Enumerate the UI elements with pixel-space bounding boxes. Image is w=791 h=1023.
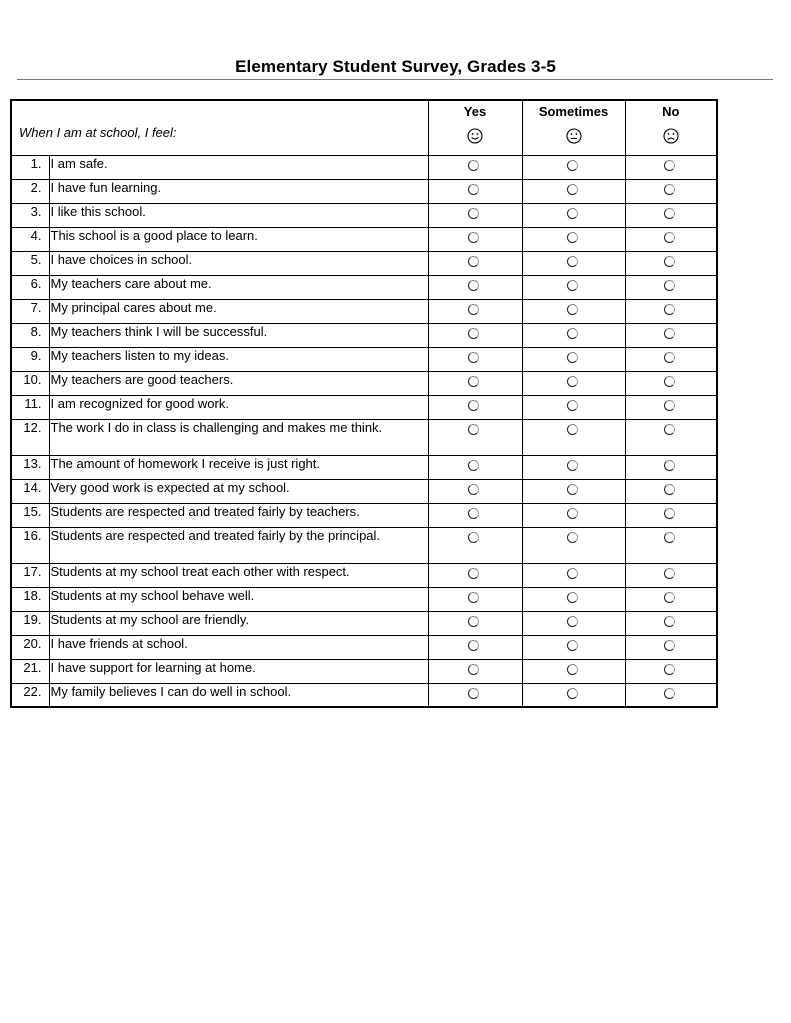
question-number: 16. [11, 527, 49, 563]
question-number: 6. [11, 275, 49, 299]
radio-sometimes[interactable] [567, 592, 578, 603]
question-text: Students are respected and treated fairly by the principal. [49, 527, 428, 563]
answer-cell-no [625, 659, 717, 683]
question-text: I like this school. [49, 203, 428, 227]
question-text: My teachers listen to my ideas. [49, 347, 428, 371]
radio-yes[interactable] [468, 280, 479, 291]
column-label: Sometimes [538, 104, 609, 119]
answer-cell-sometimes [522, 155, 625, 179]
question-row [11, 155, 717, 179]
question-text: Students at my school treat each other with respect. [49, 563, 428, 587]
radio-no[interactable] [664, 208, 675, 219]
radio-no[interactable] [664, 232, 675, 243]
question-text: I have fun learning. [49, 179, 428, 203]
answer-cell-yes [428, 479, 522, 503]
survey-table [10, 99, 718, 708]
answer-cell-no [625, 323, 717, 347]
radio-no[interactable] [664, 376, 675, 387]
radio-sometimes[interactable] [567, 568, 578, 579]
smile-face-icon [467, 128, 483, 144]
page-title: Elementary Student Survey, Grades 3-5 [235, 57, 556, 76]
question-row [11, 683, 717, 707]
question-number: 5. [11, 251, 49, 275]
sad-face-icon [663, 128, 679, 144]
radio-no[interactable] [664, 592, 675, 603]
question-row [11, 563, 717, 587]
answer-cell-sometimes [522, 371, 625, 395]
answer-cell-yes [428, 587, 522, 611]
question-text: I have friends at school. [49, 635, 428, 659]
question-list [11, 155, 717, 707]
radio-yes[interactable] [468, 256, 479, 267]
answer-cell-yes [428, 323, 522, 347]
answer-cell-yes [428, 527, 522, 563]
question-row [11, 251, 717, 275]
radio-no[interactable] [664, 688, 675, 699]
radio-sometimes[interactable] [567, 184, 578, 195]
answer-cell-yes [428, 275, 522, 299]
answer-cell-sometimes [522, 323, 625, 347]
column-label: No [662, 104, 680, 119]
question-row [11, 611, 717, 635]
radio-sometimes[interactable] [567, 232, 578, 243]
question-number: 9. [11, 347, 49, 371]
question-number: 1. [11, 155, 49, 179]
radio-sometimes[interactable] [567, 532, 578, 543]
radio-no[interactable] [664, 424, 675, 435]
radio-yes[interactable] [468, 400, 479, 411]
answer-cell-yes [428, 503, 522, 527]
radio-no[interactable] [664, 508, 675, 519]
radio-sometimes[interactable] [567, 160, 578, 171]
column-header-yes [428, 100, 522, 155]
answer-cell-no [625, 155, 717, 179]
radio-sometimes[interactable] [567, 280, 578, 291]
radio-no[interactable] [664, 460, 675, 471]
answer-cell-sometimes [522, 251, 625, 275]
radio-sometimes[interactable] [567, 508, 578, 519]
question-number: 13. [11, 455, 49, 479]
question-text: Students at my school behave well. [49, 587, 428, 611]
radio-yes[interactable] [468, 184, 479, 195]
question-number: 18. [11, 587, 49, 611]
answer-cell-sometimes [522, 479, 625, 503]
question-text: I am recognized for good work. [49, 395, 428, 419]
answer-cell-yes [428, 635, 522, 659]
question-text: I have choices in school. [49, 251, 428, 275]
question-text: Students at my school are friendly. [49, 611, 428, 635]
radio-no[interactable] [664, 160, 675, 171]
question-row [11, 527, 717, 563]
question-row [11, 299, 717, 323]
column-header-no [625, 100, 717, 155]
question-number: 12. [11, 419, 49, 455]
question-number: 21. [11, 659, 49, 683]
radio-yes[interactable] [468, 160, 479, 171]
question-number: 10. [11, 371, 49, 395]
answer-cell-sometimes [522, 419, 625, 455]
radio-no[interactable] [664, 616, 675, 627]
radio-no[interactable] [664, 184, 675, 195]
radio-yes[interactable] [468, 376, 479, 387]
survey-prompt: When I am at school, I feel: [11, 100, 428, 155]
radio-yes[interactable] [468, 640, 479, 651]
answer-cell-sometimes [522, 227, 625, 251]
answer-cell-sometimes [522, 527, 625, 563]
answer-cell-yes [428, 371, 522, 395]
radio-sometimes[interactable] [567, 208, 578, 219]
radio-no[interactable] [664, 280, 675, 291]
question-text: This school is a good place to learn. [49, 227, 428, 251]
question-number: 15. [11, 503, 49, 527]
question-row [11, 179, 717, 203]
answer-cell-yes [428, 419, 522, 455]
question-row [11, 659, 717, 683]
answer-cell-no [625, 419, 717, 455]
answer-cell-sometimes [522, 275, 625, 299]
question-text: My teachers care about me. [49, 275, 428, 299]
answer-cell-yes [428, 227, 522, 251]
question-row [11, 227, 717, 251]
answer-cell-no [625, 683, 717, 707]
radio-sometimes[interactable] [567, 640, 578, 651]
column-label: Yes [463, 104, 487, 119]
question-text: Students are respected and treated fairly by teachers. [49, 503, 428, 527]
radio-sometimes[interactable] [567, 328, 578, 339]
answer-cell-yes [428, 659, 522, 683]
radio-yes[interactable] [468, 304, 479, 315]
question-number: 11. [11, 395, 49, 419]
radio-yes[interactable] [468, 328, 479, 339]
question-text: My principal cares about me. [49, 299, 428, 323]
answer-cell-sometimes [522, 179, 625, 203]
radio-yes[interactable] [468, 616, 479, 627]
radio-no[interactable] [664, 400, 675, 411]
answer-cell-yes [428, 455, 522, 479]
answer-cell-sometimes [522, 299, 625, 323]
question-text: My family believes I can do well in school. [49, 683, 428, 707]
answer-cell-sometimes [522, 347, 625, 371]
question-number: 4. [11, 227, 49, 251]
question-number: 22. [11, 683, 49, 707]
answer-cell-no [625, 587, 717, 611]
radio-no[interactable] [664, 328, 675, 339]
answer-cell-yes [428, 203, 522, 227]
radio-no[interactable] [664, 352, 675, 363]
answer-cell-no [625, 347, 717, 371]
answer-cell-yes [428, 563, 522, 587]
question-number: 14. [11, 479, 49, 503]
survey-header-row [11, 100, 717, 155]
answer-cell-sometimes [522, 587, 625, 611]
question-number: 3. [11, 203, 49, 227]
radio-yes[interactable] [468, 484, 479, 495]
radio-yes[interactable] [468, 688, 479, 699]
answer-cell-no [625, 227, 717, 251]
question-number: 7. [11, 299, 49, 323]
answer-cell-yes [428, 299, 522, 323]
answer-cell-sometimes [522, 455, 625, 479]
question-row [11, 419, 717, 455]
question-row [11, 479, 717, 503]
radio-sometimes[interactable] [567, 424, 578, 435]
answer-cell-no [625, 635, 717, 659]
radio-yes[interactable] [468, 508, 479, 519]
radio-sometimes[interactable] [567, 460, 578, 471]
question-row [11, 371, 717, 395]
radio-no[interactable] [664, 484, 675, 495]
question-number: 8. [11, 323, 49, 347]
answer-cell-sometimes [522, 395, 625, 419]
answer-cell-sometimes [522, 635, 625, 659]
answer-cell-no [625, 371, 717, 395]
radio-yes[interactable] [468, 568, 479, 579]
question-row [11, 455, 717, 479]
radio-no[interactable] [664, 664, 675, 675]
answer-cell-sometimes [522, 563, 625, 587]
radio-sometimes[interactable] [567, 376, 578, 387]
answer-cell-no [625, 179, 717, 203]
radio-no[interactable] [664, 640, 675, 651]
radio-no[interactable] [664, 304, 675, 315]
question-number: 17. [11, 563, 49, 587]
answer-cell-yes [428, 347, 522, 371]
answer-cell-yes [428, 683, 522, 707]
radio-sometimes[interactable] [567, 256, 578, 267]
answer-cell-sometimes [522, 203, 625, 227]
question-row [11, 503, 717, 527]
question-text: I have support for learning at home. [49, 659, 428, 683]
radio-yes[interactable] [468, 664, 479, 675]
answer-cell-sometimes [522, 683, 625, 707]
answer-cell-yes [428, 179, 522, 203]
question-text: Very good work is expected at my school. [49, 479, 428, 503]
question-row [11, 323, 717, 347]
radio-yes[interactable] [468, 232, 479, 243]
radio-yes[interactable] [468, 352, 479, 363]
radio-yes[interactable] [468, 208, 479, 219]
answer-cell-no [625, 479, 717, 503]
radio-yes[interactable] [468, 424, 479, 435]
answer-cell-sometimes [522, 503, 625, 527]
neutral-face-icon [566, 128, 582, 144]
radio-sometimes[interactable] [567, 688, 578, 699]
answer-cell-no [625, 563, 717, 587]
radio-sometimes[interactable] [567, 400, 578, 411]
column-header-sometimes [522, 100, 625, 155]
answer-cell-no [625, 203, 717, 227]
question-row [11, 395, 717, 419]
question-number: 2. [11, 179, 49, 203]
question-row [11, 635, 717, 659]
answer-cell-yes [428, 611, 522, 635]
question-number: 20. [11, 635, 49, 659]
answer-cell-sometimes [522, 611, 625, 635]
radio-yes[interactable] [468, 532, 479, 543]
radio-yes[interactable] [468, 460, 479, 471]
answer-cell-yes [428, 155, 522, 179]
answer-cell-no [625, 395, 717, 419]
question-row [11, 587, 717, 611]
radio-sometimes[interactable] [567, 352, 578, 363]
question-number: 19. [11, 611, 49, 635]
question-text: My teachers are good teachers. [49, 371, 428, 395]
answer-cell-no [625, 299, 717, 323]
question-row [11, 275, 717, 299]
answer-cell-no [625, 611, 717, 635]
answer-cell-yes [428, 251, 522, 275]
radio-no[interactable] [664, 532, 675, 543]
answer-cell-no [625, 251, 717, 275]
radio-sometimes[interactable] [567, 616, 578, 627]
answer-cell-no [625, 275, 717, 299]
radio-no[interactable] [664, 256, 675, 267]
radio-sometimes[interactable] [567, 304, 578, 315]
radio-no[interactable] [664, 568, 675, 579]
title-divider [17, 79, 773, 80]
question-text: The work I do in class is challenging and makes me think. [49, 419, 428, 455]
question-text: The amount of homework I receive is just right. [49, 455, 428, 479]
answer-cell-yes [428, 395, 522, 419]
answer-cell-no [625, 503, 717, 527]
question-row [11, 347, 717, 371]
question-text: I am safe. [49, 155, 428, 179]
radio-sometimes[interactable] [567, 484, 578, 495]
question-row [11, 203, 717, 227]
answer-cell-no [625, 455, 717, 479]
radio-sometimes[interactable] [567, 664, 578, 675]
radio-yes[interactable] [468, 592, 479, 603]
question-text: My teachers think I will be successful. [49, 323, 428, 347]
answer-cell-sometimes [522, 659, 625, 683]
answer-cell-no [625, 527, 717, 563]
